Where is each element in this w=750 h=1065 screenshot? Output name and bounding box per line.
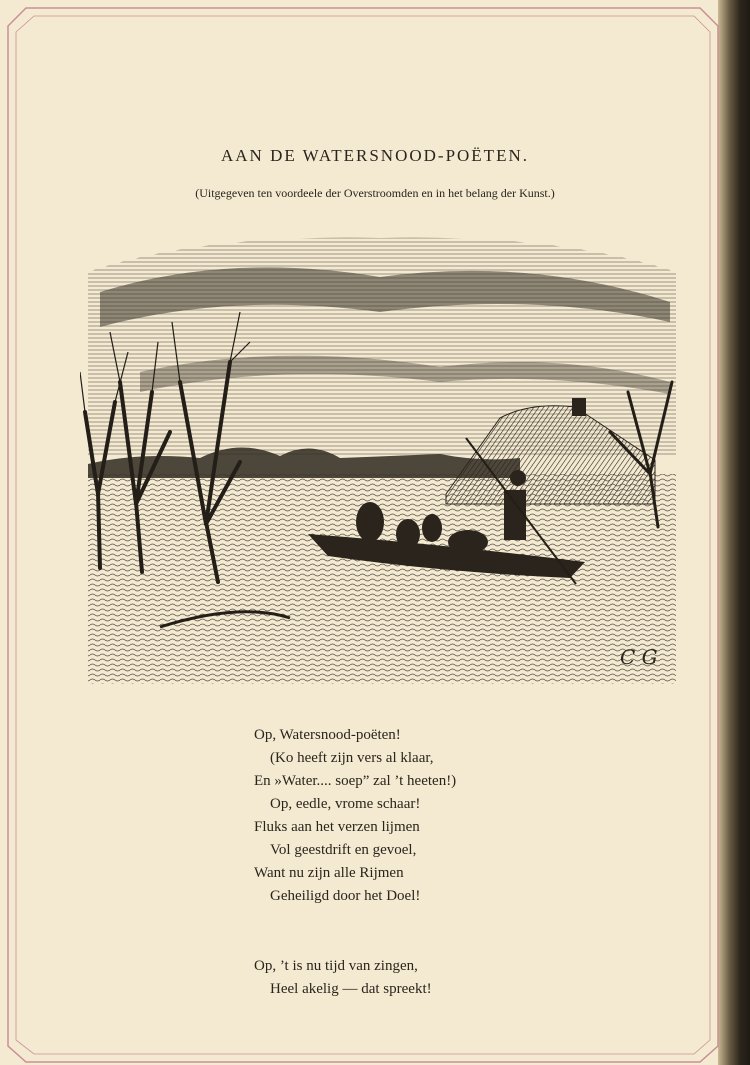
poem-line: Op, ’t is nu tijd van zingen, [254, 958, 418, 974]
page-subtitle: (Uitgegeven ten voordeele der Overstroomden en in het belang der Kunst.) [195, 186, 555, 200]
poem-line: Fluks aan het verzen lijmen [254, 819, 420, 835]
stanza-gap [254, 908, 456, 955]
poem-line: Op, Watersnood-poëten! [254, 727, 401, 743]
poem-line: Heel akelig — dat spreekt! [270, 981, 432, 997]
poem-line: Want nu zijn alle Rijmen [254, 865, 404, 881]
poem [254, 724, 456, 1001]
stanza-2 [254, 955, 456, 1001]
poem-line: Op, eedle, vrome schaar! [270, 796, 421, 812]
poem-line: En »Water.... soep” zal ’t heeten!) [254, 773, 457, 789]
poem-line: Geheiligd door het Doel! [270, 888, 421, 904]
poem-line: Vol geestdrift en gevoel, [270, 842, 417, 858]
page-title: AAN DE WATERSNOOD-POËTEN. [221, 146, 529, 165]
flood-boat-engraving [80, 232, 682, 694]
artist-monogram: C G [620, 645, 658, 669]
poem-line: (Ko heeft zijn vers al klaar, [270, 750, 434, 766]
stanza-1 [254, 724, 456, 908]
